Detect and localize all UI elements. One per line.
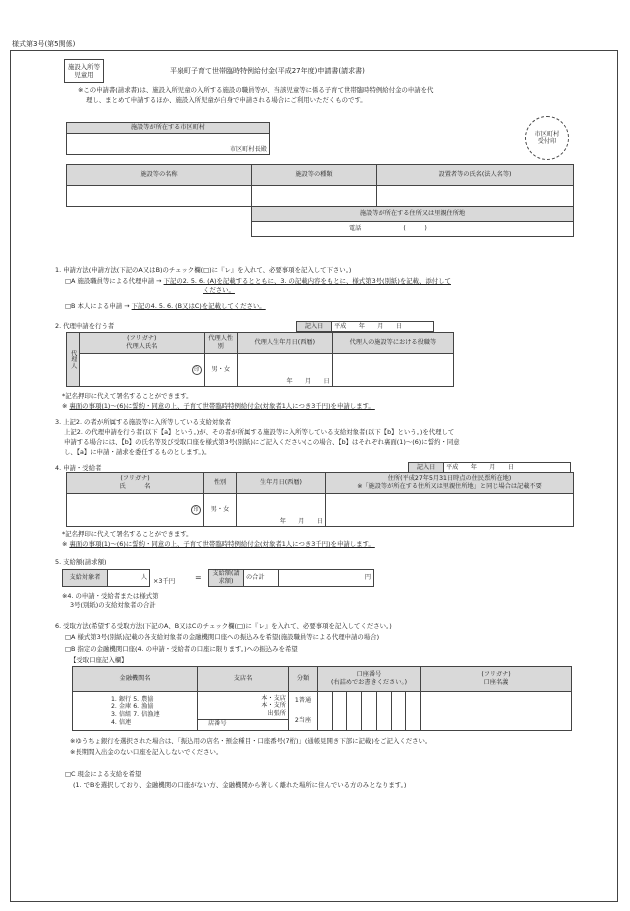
section5-note2: 3号(別紙)の支給対象者の合計 (70, 601, 156, 609)
account-holder-field[interactable] (421, 692, 572, 731)
section3-title: 3. 上記2. の者が所属する施設等に入所等している支給対象者 (55, 418, 232, 426)
facility-address-header: 施設等が所在する住所又は里親住所地 (252, 207, 574, 222)
account-table: 金融機関名 支店名 分類 口座番号 (右詰めでお書きください。) (フリガナ) 口座名義 1. 銀行 5. 農協 2. 金庫 6. 漁協 3. 信組 7. 信漁連 4. 信連 本・支店 本・支所 出張所 店番号 1普通 2当座 (72, 666, 572, 731)
section3-line2: 申請する場合には、【b】の氏名等及び受取口座を様式第3号(別紙)にご記入ください(この場合、【b】はそれぞれ裏面(1)～(6)に誓約・同意 (64, 438, 460, 446)
account-form-label: 【受取口座記入欄】 (70, 656, 128, 664)
agent-role-field[interactable] (332, 354, 453, 387)
facility-type-field[interactable] (252, 186, 377, 207)
option-6c-note: (1. でBを選択しており、金融機関の口座がない方、金融機関から著しく離れた場所に住んでいる方のみとなります。) (73, 781, 407, 789)
agent-gender-field[interactable]: 男・女 (204, 354, 237, 387)
dormant-note: ※長期間入出金のない口座を記入しないでください。 (70, 748, 223, 756)
equals: = (195, 573, 202, 582)
applicant-name-field[interactable] (67, 494, 204, 527)
section2-date: 記入日 平成 年 月 日 (296, 321, 434, 332)
phone-label: 電話 (349, 225, 362, 233)
amount-total-table: 支給額(請求額) の合計 円 (208, 569, 374, 587)
facility-type-header: 施設等の種類 (252, 165, 377, 186)
agent-table: 代理人 (フリガナ) 代理人氏名 代理人性別 代理人生年月日(西暦) 代理人の施設等における役職等 印 男・女 年 月 日 (66, 332, 454, 387)
seal-icon: 印 (191, 505, 201, 515)
section4-note2: ※ 裏面の事項(1)～(6)に誓約・同意の上、子育て世帯臨時特例給付金(対象者1人につき3千円)を申請します。 (62, 540, 375, 548)
agent-name-field[interactable] (79, 354, 204, 387)
section4-title: 4. 申請・受給者 (55, 464, 102, 472)
multiplier: ×3千円 (153, 577, 176, 585)
section2-note1: *記名押印に代えて署名することができます。 (62, 392, 193, 400)
section2-date-field[interactable]: 平成 年 月 日 (332, 322, 434, 332)
applicant-address-field[interactable] (326, 494, 574, 527)
applicant-gender-field[interactable]: 男・女 (204, 494, 237, 527)
section4-note1: *記名押印に代えて署名することができます。 (62, 530, 193, 538)
option-6a[interactable]: □A 様式第3号(別紙)記載の各支給対象者の金融機関口座への振込みを希望(施設職員等による代理申請の場合) (65, 633, 380, 641)
page-title: 平泉町子育て世帯臨時特例給付金(平成27年度)申請書(請求書) (170, 67, 365, 75)
seal-icon: 印 (192, 365, 202, 375)
reception-stamp: 市区町村受付印 (525, 116, 569, 160)
founder-header: 設置者等の氏名(法人名等) (377, 165, 574, 186)
header-note-1: ※この申請書(請求書)は、施設入所児童の入所する施設の職員等が、当該児童等に係る子育て世帯臨時特例給付金の申請を代 (78, 86, 434, 94)
option-a-text2: ください。 (203, 286, 235, 294)
section2-note2: ※ 裏面の事項(1)～(6)に誓約・同意の上、子育て世帯臨時特例給付金(対象者1人につき3千円)を申請します。 (62, 402, 375, 410)
applicant-birth-field[interactable]: 年 月 日 (237, 494, 326, 527)
bank-name-field[interactable]: 1. 銀行 5. 農協 2. 金庫 6. 漁協 3. 信組 7. 信漁連 4. 信連 (73, 692, 198, 731)
branch-name-field[interactable]: 本・支店 本・支所 出張所 店番号 (198, 692, 289, 731)
option-a-agent[interactable]: □A 施設職員等による代理申請 → 下記の2. 5. 6. (A)を記載するとともに、3. の記載内容をもとに、様式第3号(別紙)を記載、添付して (65, 277, 451, 285)
founder-field[interactable] (377, 186, 574, 207)
section5-title: 5. 支給額(請求額) (55, 558, 107, 566)
account-type-field[interactable]: 1普通 2当座 (289, 692, 318, 731)
account-number-field[interactable] (318, 692, 421, 731)
section2-title: 2. 代理申請を行う者 (55, 322, 115, 330)
section6-title: 6. 受取方法(希望する受取方法(下記のA、B又はCのチェック欄(□)に『レ』を入れて、必要事項を記入してください。) (55, 622, 392, 630)
option-6b[interactable]: □B 指定の金融機関口座(4. の申請・受給者の口座に限ります。)への振込みを希望 (65, 645, 298, 653)
section5-note1: ※4. の申請・受給者または様式第 (62, 592, 159, 600)
section1-title: 1. 申請方法(申請方法(下記のA又はB)のチェック欄(□)に『レ』を入れて、必要事項を記入して下さい。) (55, 266, 352, 274)
target-count-field[interactable]: 人 (108, 570, 150, 587)
facility-phone-field[interactable] (252, 222, 574, 237)
municipality-table (66, 122, 270, 155)
section4-date-field[interactable]: 平成 年 月 日 (444, 463, 571, 473)
section3-line3: し、【a】に申請・請求を委任するものとします。)。 (64, 448, 211, 456)
amount-target-table: 支給対象者 人 (62, 569, 150, 587)
mayor-label: 市区町村長殿 (67, 134, 270, 155)
agent-side-label: 代理人 (67, 333, 80, 387)
option-6c[interactable]: □C 現金による支給を希望 (65, 770, 142, 778)
agent-birth-field[interactable]: 年 月 日 (237, 354, 332, 387)
form-type-box: 施設入所等児童用 (64, 59, 104, 83)
applicant-table: (フリガナ) 氏 名 性別 生年月日(西暦) 住所(平成27年5月31日時点の住民票所在地) ※「施設等が所在する住所又は里親住所地」と同じ場合は記載不要 印 男・女 年 月 日 (66, 472, 574, 527)
facility-table (66, 164, 574, 237)
amount-total-field[interactable]: 円 (279, 570, 374, 587)
phone-parens: ( ) (403, 225, 427, 233)
section3-line1: 上記2. の代理申請を行う者(以下【a】という。)が、その者が所属する施設等に入所等している支給対象者(以下【b】という。)を代理して (64, 428, 455, 436)
option-b-self[interactable]: □B 本人による申請 → 下記の4. 5. 6. (B又はC)を記載してください。 (65, 302, 266, 310)
facility-name-header: 施設等の名称 (67, 165, 252, 186)
facility-name-field[interactable] (67, 186, 252, 207)
municipality-label: 施設等が所在する市区町村 (67, 123, 270, 134)
store-number-field[interactable]: 店番号 (198, 719, 288, 728)
section4-date: 記入日 平成 年 月 日 (408, 462, 571, 473)
header-note-2: 理し、まとめて申請するほか、施設入所児童が自身で申請される場合にご利用いただくものです。 (86, 96, 367, 104)
form-number: 様式第3号(第5関係) (12, 40, 76, 48)
yucho-note: ※ゆうちょ銀行を選択された場合は、「振込用の店名・預金種目・口座番号(7桁)」(通帳見開き下部に記載)をご記入ください。 (70, 737, 432, 745)
